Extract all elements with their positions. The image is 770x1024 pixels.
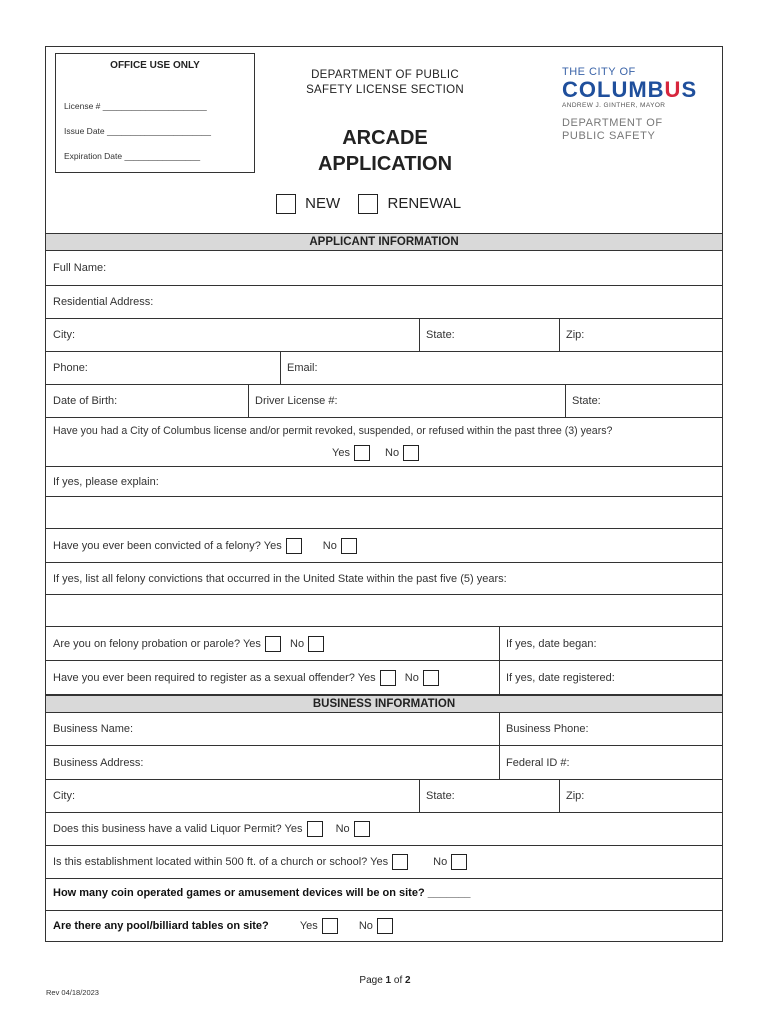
revoked-yes-label: Yes [332,446,350,459]
dob-field[interactable] [46,385,248,417]
renewal-checkbox[interactable] [358,194,378,214]
application-title [290,125,480,177]
revoked-question-row [46,418,722,467]
dl-state-label: State: [572,395,601,407]
applicant-section-header: APPLICANT INFORMATION [46,233,722,251]
business-section-header: BUSINESS INFORMATION [46,695,722,713]
full-name-row[interactable] [46,251,722,286]
felony-yes-checkbox[interactable] [286,538,302,554]
felony-row [46,529,722,563]
logo-columbus-main: COLUMB [562,77,665,102]
applicant-zip-field[interactable] [559,319,722,351]
probation-yes-label: Yes [242,637,261,650]
probation-no-checkbox[interactable] [308,636,324,652]
new-checkbox[interactable] [276,194,296,214]
logo-city-text: THE CITY OF [562,66,636,78]
revoked-answers [332,445,423,461]
felony-list-label: If yes, list all felony convictions that occurred in the United State within the past five (5) years: [53,572,507,585]
full-name-label: Full Name: [53,262,107,274]
sex-offender-row [46,661,722,695]
dob-license-row [46,385,722,418]
applicant-state-label: State: [426,329,455,341]
pool-question-text: Are there any pool/billiard tables on site? [53,919,269,932]
applicant-zip-label: Zip: [566,329,585,341]
residential-address-row[interactable] [46,286,722,319]
liquor-question [53,821,374,837]
page-of: of [391,975,406,986]
sex-offender-question-text: Have you ever been required to register as a sexual offender? [53,671,355,684]
logo-mayor-text: ANDREW J. GINTHER, MAYOR [562,102,666,109]
logo-columbus-s: S [681,77,698,102]
sex-offender-question [53,670,443,686]
email-label: Email: [287,362,318,374]
church-question-text: Is this establishment located within 500 ft. of a church or school? [53,855,368,868]
applicant-city-row [46,319,722,352]
explain-answer-row[interactable] [46,497,722,529]
sex-offender-yes-label: Yes [357,671,376,684]
church-no-label: No [433,855,448,868]
business-city-label: City: [53,790,75,802]
issue-date-line[interactable]: Issue Date ______________________ [64,126,211,136]
office-use-title: OFFICE USE ONLY [110,60,200,71]
logo-dps-text [562,117,712,143]
church-row [46,846,722,879]
liquor-question-text: Does this business have a valid Liquor Permit? [53,822,282,835]
phone-email-row [46,352,722,385]
revoked-yes-checkbox[interactable] [354,445,370,461]
probation-question-text: Are you on felony probation or parole? [53,637,241,650]
federal-id-field[interactable] [499,746,722,779]
business-zip-field[interactable] [559,780,722,812]
devices-row[interactable] [46,879,722,911]
business-zip-label: Zip: [566,790,585,802]
liquor-yes-label: Yes [284,822,303,835]
application-type [276,194,461,214]
sex-offender-no-label: No [404,671,419,684]
registered-date-field[interactable] [499,661,722,694]
business-name-label: Business Name: [53,723,134,735]
probation-row [46,627,722,661]
business-address-field[interactable] [46,746,499,779]
felony-no-label: No [322,539,337,552]
revoked-no-label: No [385,446,400,459]
liquor-row [46,813,722,846]
revoked-question: Have you had a City of Columbus license and/or permit revoked, suspended, or refused within the past three (3) years? [53,425,613,437]
business-city-field[interactable] [46,780,419,812]
probation-date-label: If yes, date began: [506,637,597,650]
title-line-2: APPLICATION [317,153,453,175]
devices-question: How many coin operated games or amusement devices will be on site? _______ [53,887,471,899]
church-yes-checkbox[interactable] [392,854,408,870]
business-state-field[interactable] [419,780,559,812]
pool-no-checkbox[interactable] [377,918,393,934]
church-question [53,854,471,870]
liquor-no-label: No [335,822,350,835]
business-phone-field[interactable] [499,713,722,745]
driver-license-label: Driver License #: [255,395,338,407]
expiration-date-line[interactable]: Expiration Date ________________ [64,151,201,161]
dept-line-1: DEPARTMENT OF PUBLIC [311,69,459,81]
pool-question [53,918,397,934]
felony-yes-label: Yes [263,539,282,552]
business-address-row [46,746,722,780]
office-use-box [55,53,255,173]
felony-list-answer-row[interactable] [46,595,722,627]
probation-yes-checkbox[interactable] [265,636,281,652]
phone-label: Phone: [53,362,88,374]
business-phone-label: Business Phone: [506,723,589,735]
city-logo [562,66,712,143]
logo-dps-line-2: PUBLIC SAFETY [562,130,656,142]
license-number-line[interactable]: License # ______________________ [64,101,207,111]
phone-field[interactable] [46,352,280,384]
pool-row [46,911,722,942]
logo-dps-line-1: DEPARTMENT OF [562,117,663,129]
department-heading [290,68,480,98]
explain-label: If yes, please explain: [53,475,159,488]
revoked-no-checkbox[interactable] [403,445,419,461]
logo-columbus-text [562,78,712,102]
probation-no-label: No [290,637,305,650]
felony-list-row [46,563,722,595]
business-city-row [46,780,722,813]
applicant-city-label: City: [53,329,75,341]
renewal-label: RENEWAL [387,194,462,212]
liquor-yes-checkbox[interactable] [307,821,323,837]
driver-license-field[interactable] [248,385,565,417]
felony-question [53,538,361,554]
title-line-1: ARCADE [342,127,428,149]
residential-address-label: Residential Address: [53,296,154,308]
sex-offender-yes-checkbox[interactable] [380,670,396,686]
pool-yes-checkbox[interactable] [322,918,338,934]
page-number [0,975,770,986]
felony-no-checkbox[interactable] [341,538,357,554]
logo-columbus-u: U [664,77,682,102]
registered-date-label: If yes, date registered: [506,671,615,684]
probation-date-field[interactable] [499,627,722,660]
pool-yes-label: Yes [299,919,318,932]
probation-question [53,636,328,652]
explain-row [46,467,722,497]
sex-offender-no-checkbox[interactable] [423,670,439,686]
federal-id-label: Federal ID #: [506,756,570,769]
felony-question-text: Have you ever been convicted of a felony? [53,539,261,552]
dob-label: Date of Birth: [53,395,118,407]
church-no-checkbox[interactable] [451,854,467,870]
page-total: 2 [405,975,411,986]
liquor-no-checkbox[interactable] [354,821,370,837]
dept-line-2: SAFETY LICENSE SECTION [306,84,464,96]
church-yes-label: Yes [370,855,389,868]
business-name-row [46,713,722,746]
business-address-label: Business Address: [53,756,144,769]
applicant-city-field[interactable] [46,319,419,351]
business-state-label: State: [426,790,455,802]
revision-date: Rev 04/18/2023 [46,988,99,997]
pool-no-label: No [358,919,373,932]
applicant-state-field[interactable] [419,319,559,351]
page-prefix: Page [359,975,386,986]
email-field[interactable] [280,352,722,384]
business-name-field[interactable] [46,713,499,745]
dl-state-field[interactable] [565,385,722,417]
new-label: NEW [305,194,341,212]
page-current: 1 [385,975,392,986]
